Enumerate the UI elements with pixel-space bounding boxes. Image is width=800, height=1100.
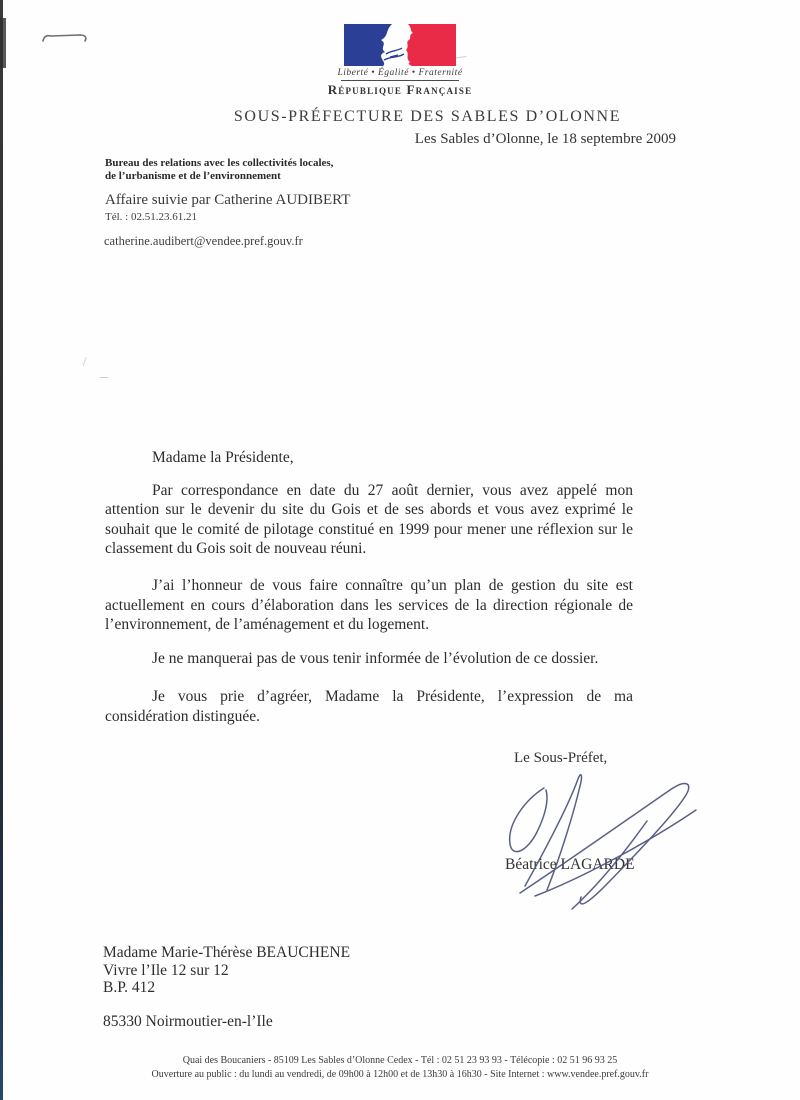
recipient-city: 85330 Noirmoutier-en-l’Ile	[103, 1013, 273, 1030]
case-officer: Affaire suivie par Catherine AUDIBERT	[105, 192, 351, 208]
letterhead	[0, 24, 800, 98]
handwritten-signature	[487, 766, 715, 914]
recipient-address	[103, 944, 350, 997]
paragraph-1: Par correspondance en date du 27 août dernier, vous avez appelé mon attention sur le devenir du site du Gois et de ses abords et vous avez exprimé le souhait que le comité de pilotage constitué en 1999 pour mener une réflexion sur le classement du Gois soit de nouveau réuni.	[105, 481, 633, 558]
recipient-po-box: B.P. 412	[103, 979, 156, 997]
email-address: catherine.audibert@vendee.pref.gouv.fr	[104, 234, 303, 248]
republic-text: République Française	[327, 82, 473, 97]
scan-edge-artifact	[0, 0, 3, 1100]
bureau-line2: de l’urbanisme et de l’environnement	[105, 170, 281, 182]
prefecture-title: SOUS-PRÉFECTURE DES SABLES D’OLONNE	[233, 108, 622, 125]
motto-text: Liberté • Égalité • Fraternité	[337, 68, 463, 78]
salutation: Madame la Présidente,	[152, 449, 294, 466]
recipient-name: Madame Marie-Thérèse BEAUCHENE	[103, 944, 351, 961]
marianne-flag-logo	[344, 24, 456, 66]
phone-number: Tél. : 02.51.23.61.21	[105, 211, 197, 223]
dateline: Les Sables d’Olonne, le 18 septembre 2009	[414, 131, 676, 147]
bureau-block	[105, 157, 333, 183]
footer-address-line: Quai des Boucaniers - 85109 Les Sables d’Olonne Cedex - Tél : 02 51 23 93 93 - Télécopie : 02 51 96 93 25	[182, 1055, 618, 1066]
motto-divider	[341, 80, 459, 81]
bureau-line1: Bureau des relations avec les collectivités locales,	[105, 157, 334, 169]
paragraph-2: J’ai l’honneur de vous faire connaître qu’un plan de gestion du site est actuellement en cours d’élaboration dans les services de la direction régionale de l’environnement, de l’aménagement et du logement.	[105, 576, 633, 634]
scan-speck-artifact	[100, 371, 108, 378]
letter-footer	[0, 1054, 800, 1082]
scan-speck-artifact	[83, 357, 93, 368]
footer-hours-line: Ouverture au public : du lundi au vendredi, de 09h00 à 12h00 et de 13h30 à 16h30 - Site Internet : www.vendee.pref.gouv.fr	[151, 1069, 649, 1080]
paragraph-3: Je ne manquerai pas de vous tenir informée de l’évolution de ce dossier.	[152, 649, 599, 667]
letter-body	[105, 448, 633, 727]
signer-role: Le Sous-Préfet,	[514, 750, 608, 766]
signer-name: Béatrice LAGARDE	[505, 856, 635, 873]
recipient-org: Vivre l’Ile 12 sur 12	[103, 961, 229, 979]
paragraph-4: Je vous prie d’agréer, Madame la Présidente, l’expression de ma considération distinguée.	[105, 688, 633, 725]
